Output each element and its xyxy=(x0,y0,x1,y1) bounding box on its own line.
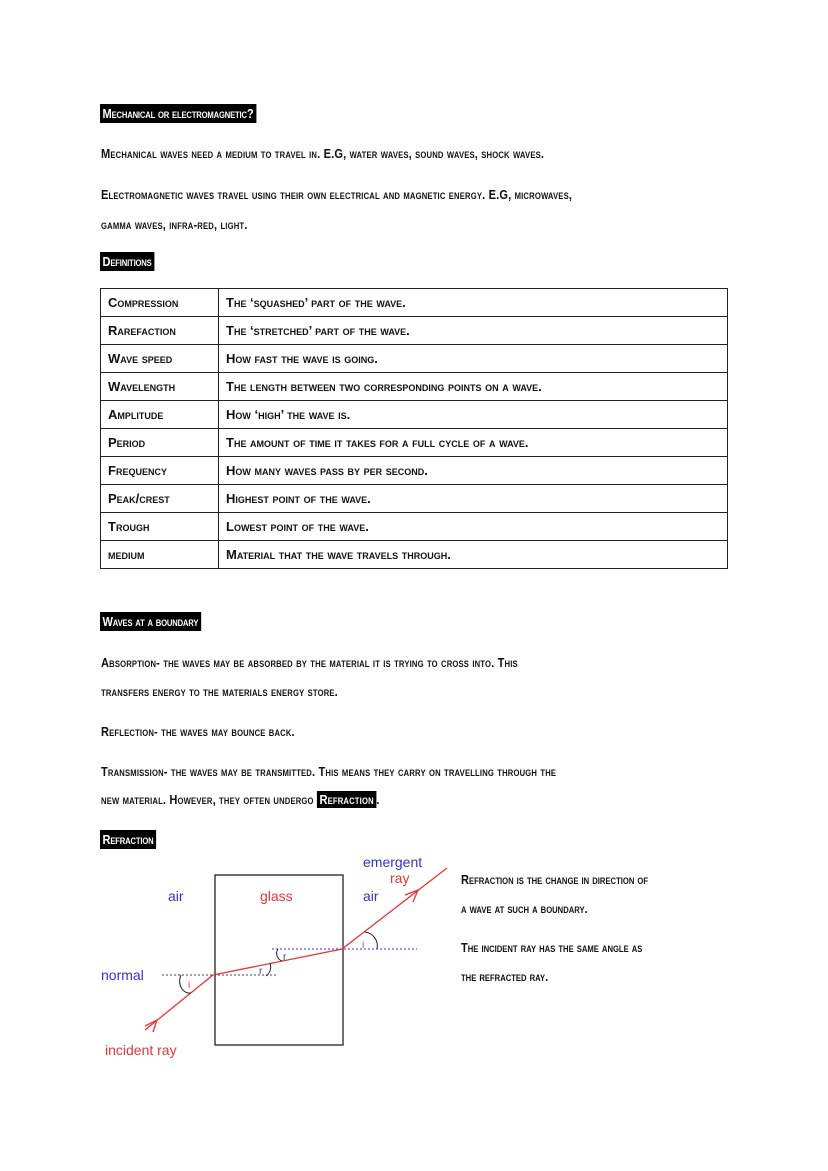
table-row xyxy=(101,429,728,457)
paragraph-electromagnetic-2: gamma waves, infra-red, light. xyxy=(101,217,248,232)
definition-cell: The ‘squashed’ part of the wave. xyxy=(219,289,728,317)
table-row xyxy=(101,457,728,485)
refraction-text-1: Refraction is the change in direction of xyxy=(461,872,649,887)
angle-arc-r-upper xyxy=(277,949,282,961)
term-cell: Wave speed xyxy=(101,345,219,373)
table-row xyxy=(101,541,728,569)
term-cell: Frequency xyxy=(101,457,219,485)
paragraph-transmission-2 xyxy=(101,792,380,807)
refraction-text-2: a wave at such a boundary. xyxy=(461,901,588,916)
label-i-left: i xyxy=(188,980,191,991)
label-emergent: emergent xyxy=(363,854,423,870)
heading-refraction: Refraction xyxy=(100,830,156,849)
paragraph-reflection: Reflection- the waves may bounce back. xyxy=(101,724,295,739)
table-row xyxy=(101,401,728,429)
refraction-text-3: The incident ray has the same angle as xyxy=(461,940,643,955)
term-cell: Peak/crest xyxy=(101,485,219,513)
angle-arc-r-lower xyxy=(266,963,271,976)
table-row xyxy=(101,289,728,317)
term-cell: Compression xyxy=(101,289,219,317)
heading-definitions: Definitions xyxy=(100,252,154,271)
definition-cell: How many waves pass by per second. xyxy=(219,457,728,485)
label-glass: glass xyxy=(260,888,293,904)
term-cell: medium xyxy=(101,541,219,569)
label-air-left: air xyxy=(168,888,184,904)
table-row xyxy=(101,317,728,345)
definition-cell: How ‘high’ the wave is. xyxy=(219,401,728,429)
label-normal: normal xyxy=(101,967,144,983)
label-i-right: i xyxy=(362,940,365,951)
paragraph-absorption-1: Absorption- the waves may be absorbed by the material it is trying to cross into. This xyxy=(101,655,518,670)
refraction-highlight: Refraction xyxy=(317,791,376,808)
term-cell: Rarefaction xyxy=(101,317,219,345)
table-row xyxy=(101,513,728,541)
heading-mechanical-or-electromagnetic: Mechanical or electromagnetic? xyxy=(100,104,256,123)
refraction-diagram xyxy=(95,850,455,1060)
paragraph-absorption-2: transfers energy to the materials energy store. xyxy=(101,684,338,699)
period: . xyxy=(376,792,380,807)
definition-cell: The ‘stretched’ part of the wave. xyxy=(219,317,728,345)
label-air-right: air xyxy=(363,888,379,904)
term-cell: Period xyxy=(101,429,219,457)
refraction-text-4: the refracted ray. xyxy=(461,969,549,984)
table-row xyxy=(101,485,728,513)
paragraph-mechanical: Mechanical waves need a medium to travel in. E.G, water waves, sound waves, shock waves. xyxy=(101,146,545,161)
definition-cell: How fast the wave is going. xyxy=(219,345,728,373)
paragraph-transmission-1: Transmission- the waves may be transmitted. This means they carry on travelling through the xyxy=(101,764,557,779)
table-row xyxy=(101,373,728,401)
table-row xyxy=(101,345,728,373)
angle-arc-i-right xyxy=(365,932,377,949)
definition-cell: Material that the wave travels through. xyxy=(219,541,728,569)
transmission-text: new material. However, they often undergo xyxy=(101,792,314,807)
definition-cell: The length between two corresponding points on a wave. xyxy=(219,373,728,401)
term-cell: Trough xyxy=(101,513,219,541)
paragraph-electromagnetic-1: Electromagnetic waves travel using their own electrical and magnetic energy. E.G, microwaves, xyxy=(101,187,573,202)
term-cell: Amplitude xyxy=(101,401,219,429)
term-cell: Wavelength xyxy=(101,373,219,401)
definition-cell: The amount of time it takes for a full cycle of a wave. xyxy=(219,429,728,457)
heading-waves-at-boundary: Waves at a boundary xyxy=(100,612,201,631)
label-r-lower: r xyxy=(259,966,263,977)
definition-cell: Lowest point of the wave. xyxy=(219,513,728,541)
definitions-table xyxy=(100,288,728,569)
label-incident-ray: incident ray xyxy=(105,1042,177,1058)
label-r-upper: r xyxy=(283,952,287,963)
definition-cell: Highest point of the wave. xyxy=(219,485,728,513)
label-ray: ray xyxy=(390,870,410,886)
